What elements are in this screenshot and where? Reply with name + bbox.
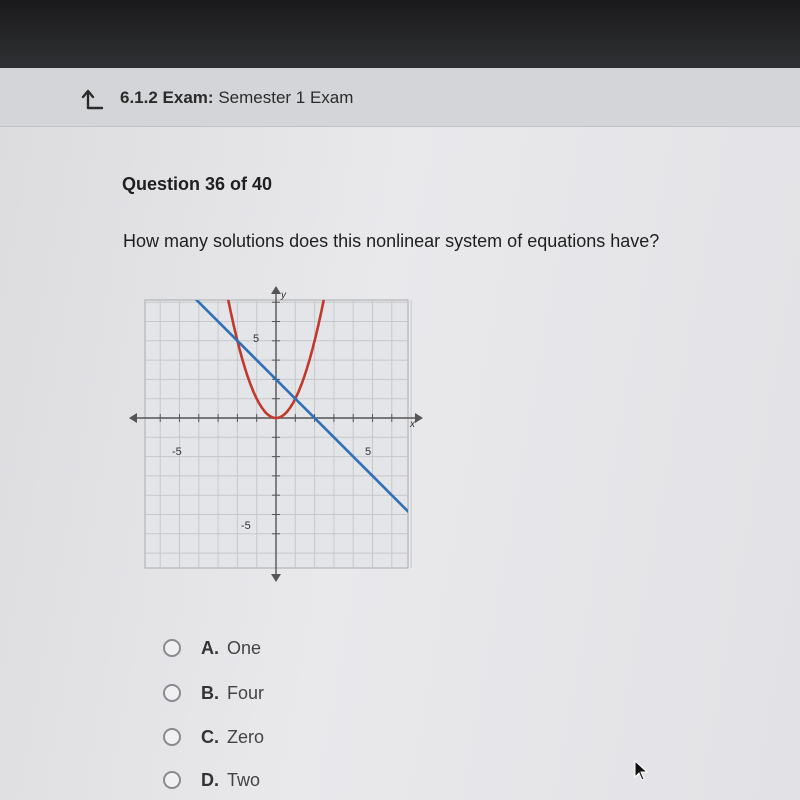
radio-button[interactable]	[163, 771, 181, 789]
exam-title	[120, 88, 353, 108]
choice-text: Two	[227, 770, 261, 790]
choice-c[interactable]	[163, 725, 363, 755]
x-axis-label: x	[410, 419, 415, 430]
exam-label: Exam:	[162, 88, 214, 107]
choice-text: One	[227, 638, 262, 658]
radio-button[interactable]	[163, 728, 181, 746]
radio-button[interactable]	[163, 639, 181, 657]
choice-a[interactable]	[163, 636, 363, 666]
y-axis-arrow-down	[271, 574, 281, 582]
screen-bezel	[0, 0, 800, 70]
choice-letter: D.	[201, 770, 219, 790]
y-axis-label: y	[281, 290, 286, 301]
exam-code: 6.1.2	[120, 88, 158, 107]
tick-label-x-pos5: 5	[365, 446, 372, 458]
choice-d[interactable]	[163, 768, 363, 798]
question-graph	[125, 284, 425, 584]
exam-name: Semester 1 Exam	[218, 88, 354, 107]
radio-button[interactable]	[163, 684, 181, 702]
back-arrow-icon[interactable]	[80, 86, 106, 110]
exam-screen	[0, 68, 800, 800]
y-axis-arrow-up	[271, 286, 281, 294]
choice-text: Four	[227, 683, 265, 703]
tick-label-x-neg5: -5	[172, 446, 182, 458]
choice-letter: A.	[201, 638, 219, 658]
tick-label-y-neg5: -5	[241, 520, 251, 532]
choice-text: Zero	[227, 727, 265, 747]
choice-letter: C.	[201, 727, 219, 747]
question-number: Question 36 of 40	[122, 174, 273, 194]
choice-letter: B.	[201, 683, 219, 703]
tick-label-y-pos5: 5	[253, 333, 260, 345]
mouse-pointer-icon	[634, 760, 650, 782]
x-axis-arrow-left	[129, 413, 137, 423]
exam-header	[0, 68, 800, 127]
x-axis-arrow-right	[415, 413, 423, 423]
question-prompt: How many solutions does this nonlinear system of equations have?	[123, 231, 660, 251]
choice-b[interactable]	[163, 681, 363, 711]
